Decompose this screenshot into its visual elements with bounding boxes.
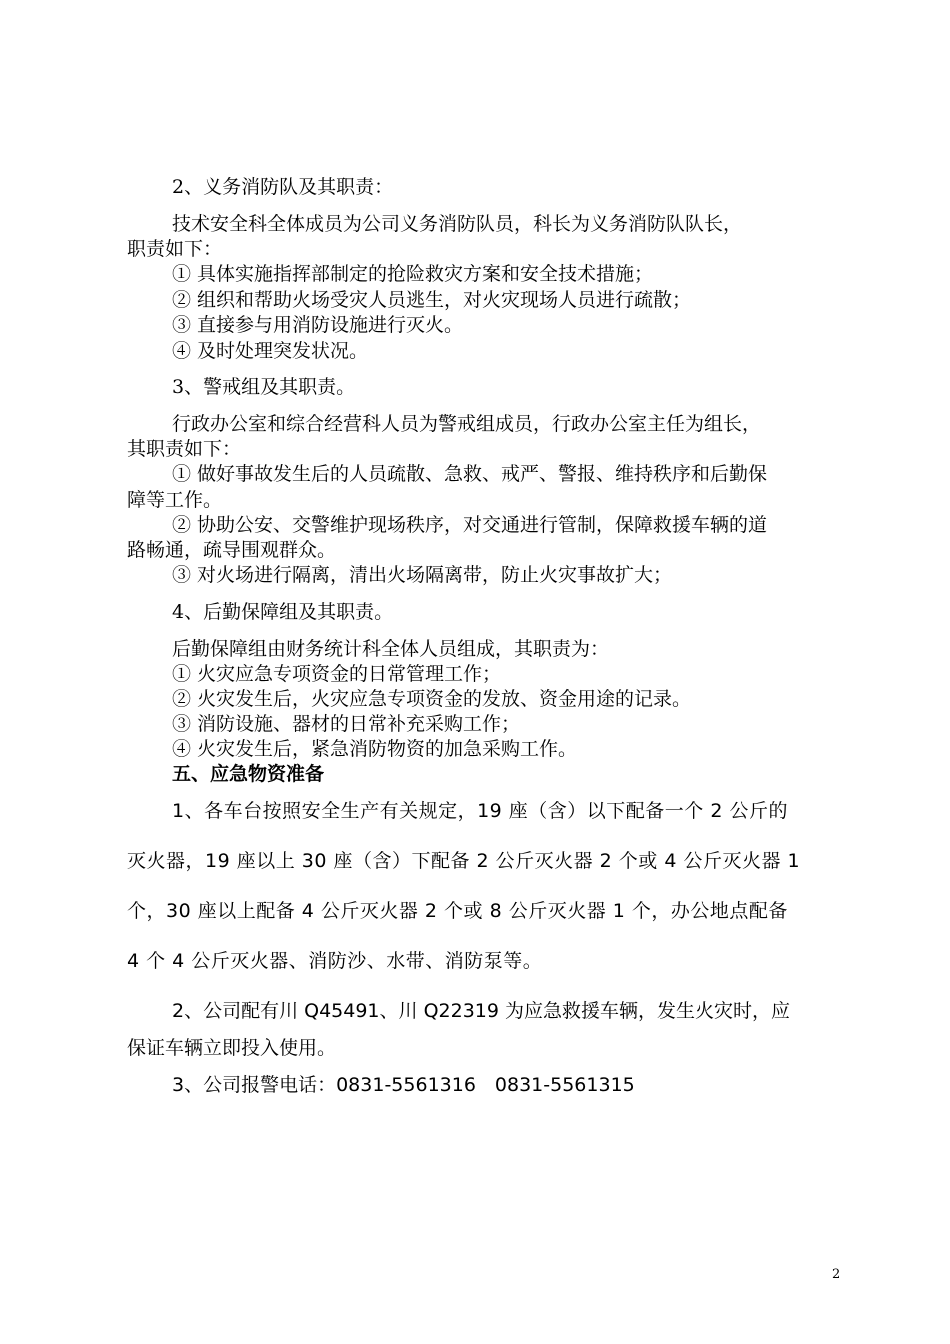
section2-intro-line2: 职责如下： (127, 238, 223, 260)
section5-heading: 五、应急物资准备 (172, 763, 325, 785)
section2-item: ② 组织和帮助火场受灾人员逃生，对火灾现场人员进行疏散； (172, 289, 692, 311)
section3-item2-line2: 路畅通，疏导围观群众。 (127, 539, 337, 561)
section2-heading: 2、义务消防队及其职责： (172, 176, 394, 198)
section3-heading: 3、警戒组及其职责。 (172, 376, 356, 398)
section4-intro: 后勤保障组由财务统计科全体人员组成，其职责为： (172, 638, 610, 660)
section3-item3: ③ 对火场进行隔离，清出火场隔离带，防止火灾事故扩大； (172, 564, 673, 586)
section5-p2-line: 保证车辆立即投入使用。 (127, 1037, 337, 1059)
section5-p2-line: 2、公司配有川 Q45491、川 Q22319 为应急救援车辆，发生火灾时，应 (172, 1000, 791, 1022)
section4-heading: 4、后勤保障组及其职责。 (172, 601, 394, 623)
section3-item1-line2: 障等工作。 (127, 489, 223, 511)
section2-item: ④ 及时处理突发状况。 (172, 340, 369, 362)
section5-p1-line: 个，30 座以上配备 4 公斤灭火器 2 个或 8 公斤灭火器 1 个，办公地点配备 (127, 900, 788, 922)
page-number: 2 (832, 1267, 841, 1282)
section5-p1-line: 1、各车台按照安全生产有关规定，19 座（含）以下配备一个 2 公斤的 (172, 800, 788, 822)
section4-item: ② 火灾发生后，火灾应急专项资金的发放、资金用途的记录。 (172, 688, 692, 710)
section3-intro-line2: 其职责如下： (127, 438, 242, 460)
section2-item: ① 具体实施指挥部制定的抢险救灾方案和安全技术措施； (172, 263, 654, 285)
section2-intro-line1: 技术安全科全体成员为公司义务消防队员，科长为义务消防队队长， (172, 213, 743, 235)
section4-item: ③ 消防设施、器材的日常补充采购工作； (172, 713, 521, 735)
section2-item: ③ 直接参与用消防设施进行灭火。 (172, 314, 464, 336)
section3-item1-line1: ① 做好事故发生后的人员疏散、急救、戒严、警报、维持秩序和后勤保 (172, 463, 768, 485)
section5-p1-line: 4 个 4 公斤灭火器、消防沙、水带、消防泵等。 (127, 950, 543, 972)
section5-p3: 3、公司报警电话：0831-5561316 0831-5561315 (172, 1074, 635, 1096)
section5-p1-line: 灭火器，19 座以上 30 座（含）下配备 2 公斤灭火器 2 个或 4 公斤灭火器 1 (127, 850, 801, 872)
section3-item2-line1: ② 协助公安、交警维护现场秩序，对交通进行管制，保障救援车辆的道 (172, 514, 768, 536)
section4-item: ① 火灾应急专项资金的日常管理工作； (172, 663, 502, 685)
section4-item: ④ 火灾发生后，紧急消防物资的加急采购工作。 (172, 738, 578, 760)
section3-intro-line1: 行政办公室和综合经营科人员为警戒组成员，行政办公室主任为组长， (172, 413, 762, 435)
